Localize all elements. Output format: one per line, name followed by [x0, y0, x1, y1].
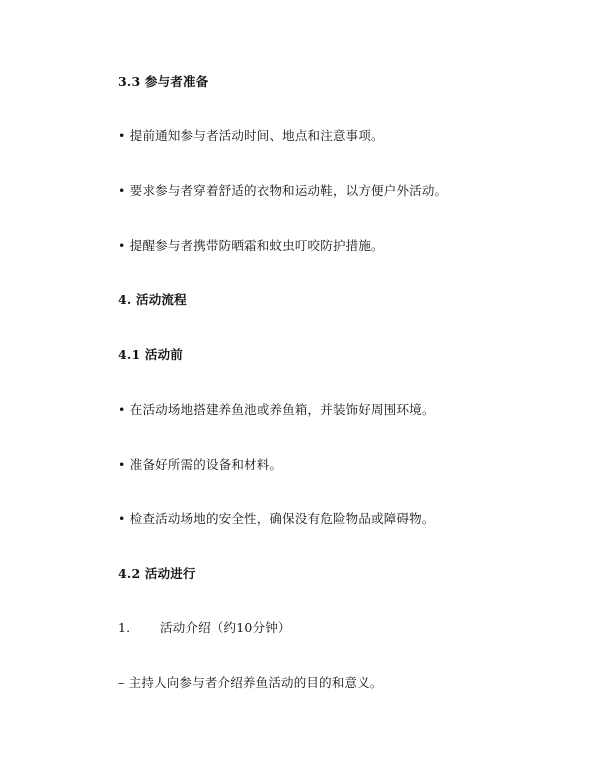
numbered-step	[118, 620, 291, 636]
list-item: • 提前通知参与者活动时间、地点和注意事项。	[118, 128, 384, 143]
step-text: 活动介绍（约10分钟）	[160, 620, 291, 635]
list-item: • 检查活动场地的安全性，确保没有危险物品或障碍物。	[118, 511, 435, 526]
section-4-2-heading: 4.2 活动进行	[118, 566, 196, 581]
section-4-heading: 4. 活动流程	[118, 292, 187, 307]
step-number: 1.	[118, 620, 131, 635]
list-item: • 在活动场地搭建养鱼池或养鱼箱，并装饰好周围环境。	[118, 402, 435, 417]
list-item: • 提醒参与者携带防晒霜和蚊虫叮咬防护措施。	[118, 238, 384, 253]
section-4-1-heading: 4.1 活动前	[118, 347, 183, 362]
step-detail: – 主持人向参与者介绍养鱼活动的目的和意义。	[118, 675, 383, 690]
section-3-3-heading: 3.3 参与者准备	[118, 74, 209, 89]
list-item: • 要求参与者穿着舒适的衣物和运动鞋，以方便户外活动。	[118, 183, 448, 198]
list-item: • 准备好所需的设备和材料。	[118, 457, 283, 472]
